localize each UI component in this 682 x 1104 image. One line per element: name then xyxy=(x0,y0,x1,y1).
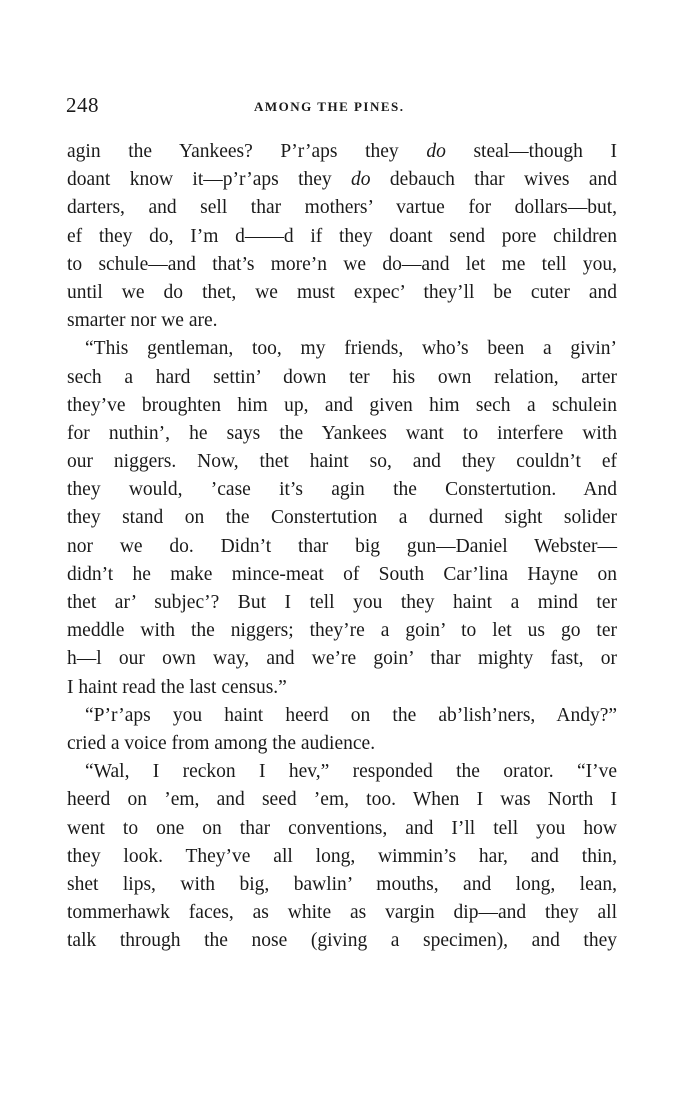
text-line: agin the Yankees? P’r’aps they do steal—though I xyxy=(67,141,617,162)
text-line: they stand on the Constertution a durned sight solider xyxy=(67,507,617,529)
page-header xyxy=(66,93,618,119)
running-head: AMONG THE PINES. xyxy=(254,99,405,114)
text-line: meddle with the niggers; they’re a goin’ to let us go ter xyxy=(67,620,617,642)
text-line: sech a hard settin’ down ter his own relation, arter xyxy=(67,366,617,388)
text-line: they’ve broughten him up, and given him sech a schulein xyxy=(67,394,617,416)
text-line: to schule—and that’s more’n we do—and let me tell you, xyxy=(67,253,617,275)
text-line: went to one on thar conventions, and I’ll tell you how xyxy=(67,817,617,839)
page-number: 248 xyxy=(66,93,99,117)
text-line: thet ar’ subjec’? But I tell you they haint a mind ter xyxy=(67,592,617,613)
text-line: “P’r’aps you haint heerd on the ab’lish’ners, Andy?” xyxy=(85,704,617,726)
text-line: h—l our own way, and we’re goin’ thar mighty fast, or xyxy=(67,648,617,670)
text-line: talk through the nose (giving a specimen), and they xyxy=(67,930,617,952)
text-line: our niggers. Now, thet haint so, and they couldn’t ef xyxy=(67,451,617,473)
text-line: nor we do. Didn’t thar big gun—Daniel Webster— xyxy=(67,535,617,557)
text-line: I haint read the last census.” xyxy=(67,676,287,698)
text-line: “Wal, I reckon I hev,” responded the orator. “I’ve xyxy=(85,761,617,783)
text-line: cried a voice from among the audience. xyxy=(67,732,376,754)
text-line: they would, ’case it’s agin the Constertution. And xyxy=(67,479,617,501)
text-line: they look. They’ve all long, wimmin’s har, and thin, xyxy=(67,845,617,867)
text-line: tommerhawk faces, as white as vargin dip—and they all xyxy=(67,902,617,924)
text-line: for nuthin’, he says the Yankees want to interfere with xyxy=(67,422,617,444)
text-line: heerd on ’em, and seed ’em, too. When I was North I xyxy=(67,789,617,811)
text-line: shet lips, with big, bawlin’ mouths, and long, lean, xyxy=(67,873,617,895)
text-line: smarter nor we are. xyxy=(67,310,218,332)
text-line: darters, and sell thar mothers’ vartue for dollars—but, xyxy=(67,197,617,219)
text-line: until we do thet, we must expec’ they’ll be cuter and xyxy=(67,281,617,303)
text-line: “This gentleman, too, my friends, who’s been a givin’ xyxy=(85,338,617,360)
text-line: ef they do, I’m d——d if they doant send pore children xyxy=(67,225,617,247)
text-line: didn’t he make mince-meat of South Car’lina Hayne on xyxy=(67,563,617,585)
text-line: doant know it—p’r’aps they do debauch thar wives and xyxy=(67,169,618,191)
body-text xyxy=(67,138,617,955)
